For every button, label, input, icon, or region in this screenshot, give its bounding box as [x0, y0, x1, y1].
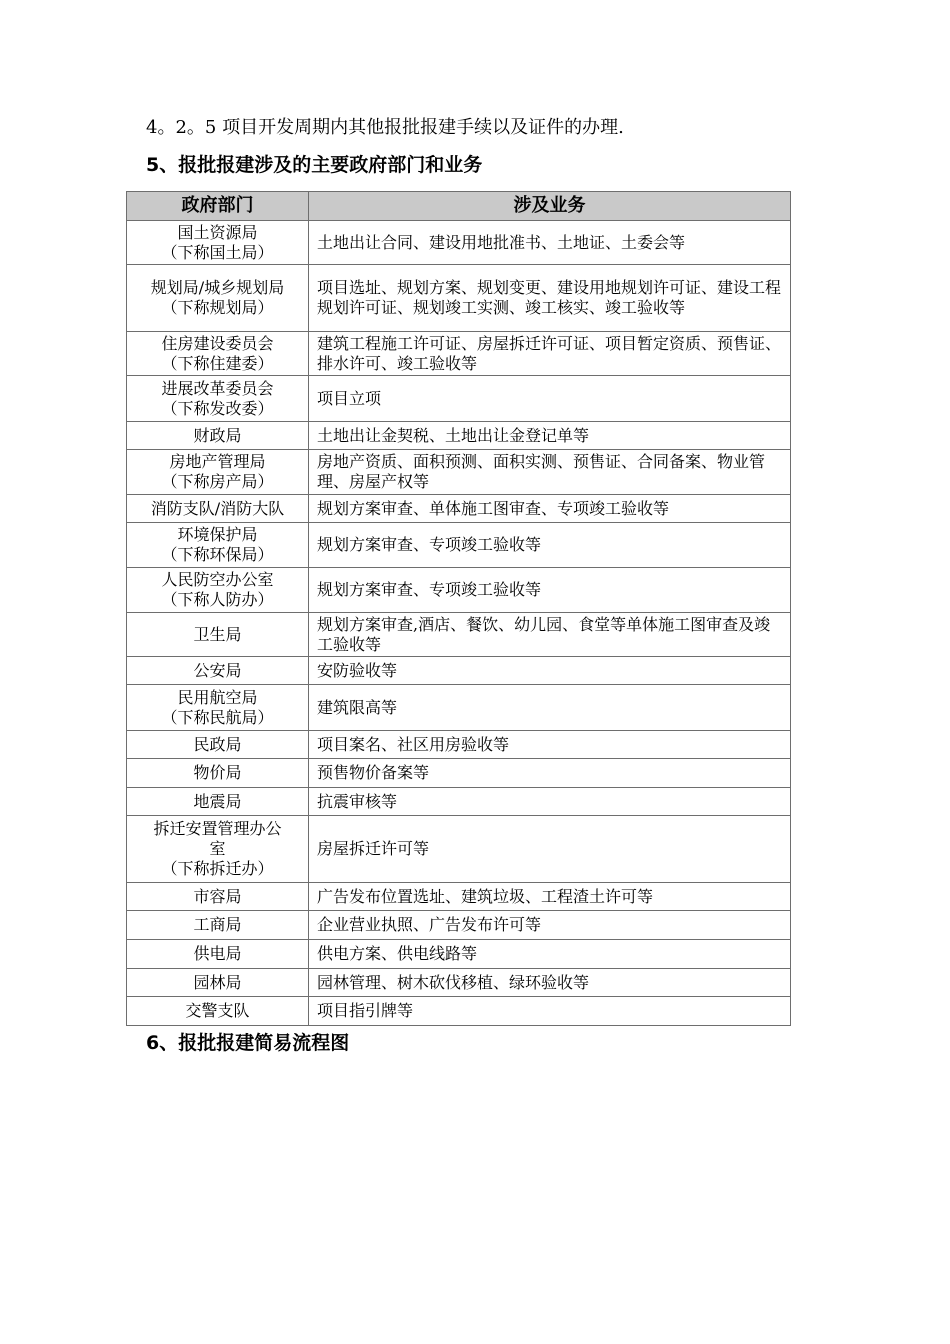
department-name-line: （下称国土局） [161, 242, 274, 262]
business-cell: 抗震审核等 [309, 788, 791, 816]
business-cell: 广告发布位置选址、建筑垃圾、工程渣土许可等 [309, 883, 791, 911]
business-cell: 项目选址、规划方案、规划变更、建设用地规划许可证、建设工程规划许可证、规划竣工实测、竣工核实、竣工验收等 [309, 265, 791, 332]
department-name-cell [127, 940, 309, 969]
table-row [127, 731, 791, 759]
department-name-cell [127, 495, 309, 523]
business-cell: 规划方案审查,酒店、餐饮、幼儿园、食堂等单体施工图审查及竣工验收等 [309, 613, 791, 657]
table-row [127, 657, 791, 685]
department-name-cell [127, 997, 309, 1026]
table-row [127, 422, 791, 450]
table-row [127, 450, 791, 495]
table-row [127, 883, 791, 911]
business-cell: 项目立项 [309, 376, 791, 422]
department-name-cell [127, 816, 309, 883]
department-name-cell [127, 731, 309, 759]
department-name-line: （下称房产局） [161, 472, 274, 491]
table-row [127, 969, 791, 997]
table-row [127, 997, 791, 1026]
department-name-cell [127, 969, 309, 997]
table-row [127, 523, 791, 568]
department-name-line: 进展改革委员会 [161, 378, 274, 398]
business-cell: 供电方案、供电线路等 [309, 940, 791, 969]
table-row [127, 221, 791, 265]
department-name-line: 消防支队/消防大队 [150, 498, 285, 518]
intro-paragraph: 4。2。5 项目开发周期内其他报批报建手续以及证件的办理. [146, 117, 624, 138]
department-name-cell [127, 265, 309, 332]
business-cell: 土地出让金契税、土地出让金登记单等 [309, 422, 791, 450]
business-cell: 预售物价备案等 [309, 759, 791, 788]
department-name-line: （下称拆迁办） [161, 859, 274, 878]
department-name-line: 卫生局 [193, 624, 242, 644]
department-name-line: 国土资源局 [177, 222, 258, 242]
department-name-cell [127, 788, 309, 816]
department-name-line: 拆迁安置管理办公 [153, 819, 282, 838]
department-name-cell [127, 685, 309, 731]
department-name-cell [127, 221, 309, 265]
table-row [127, 495, 791, 523]
table-row [127, 685, 791, 731]
table-header-row [127, 192, 791, 221]
business-cell: 项目案名、社区用房验收等 [309, 731, 791, 759]
business-cell: 规划方案审查、单体施工图审查、专项竣工验收等 [309, 495, 791, 523]
business-cell: 土地出让合同、建设用地批准书、土地证、土委会等 [309, 221, 791, 265]
table-row [127, 911, 791, 940]
business-cell: 房地产资质、面积预测、面积实测、预售证、合同备案、物业管理、房屋产权等 [309, 450, 791, 495]
section-5-heading: 5、报批报建涉及的主要政府部门和业务 [146, 154, 483, 176]
department-name-line: 市容局 [193, 886, 242, 906]
table-row [127, 613, 791, 657]
department-name-cell [127, 657, 309, 685]
department-name-cell [127, 883, 309, 911]
business-cell: 安防验收等 [309, 657, 791, 685]
business-cell: 企业营业执照、广告发布许可等 [309, 911, 791, 940]
section-6-heading: 6、报批报建简易流程图 [146, 1032, 350, 1054]
department-name-line: 人民防空办公室 [161, 570, 274, 589]
table-row [127, 376, 791, 422]
table-row [127, 332, 791, 376]
business-cell: 建筑工程施工许可证、房屋拆迁许可证、项目暂定资质、预售证、排水许可、竣工验收等 [309, 332, 791, 376]
department-name-line: 民用航空局 [177, 687, 258, 707]
table-row [127, 940, 791, 969]
department-name-line: 公安局 [193, 660, 242, 680]
business-cell: 规划方案审查、专项竣工验收等 [309, 523, 791, 568]
department-name-cell [127, 568, 309, 613]
department-name-line: 民政局 [193, 734, 242, 754]
department-name-line: 地震局 [193, 791, 242, 811]
department-name-line: （下称人防办） [161, 590, 274, 609]
department-name-line: （下称规划局） [161, 298, 274, 317]
department-name-cell [127, 759, 309, 788]
department-name-line: 园林局 [193, 972, 242, 992]
department-name-cell [127, 376, 309, 422]
department-name-cell [127, 911, 309, 940]
department-name-line: 房地产管理局 [169, 452, 266, 471]
department-name-line: 室 [209, 839, 226, 858]
department-name-line: 住房建设委员会 [161, 333, 274, 353]
department-name-cell [127, 523, 309, 568]
department-name-line: （下称发改委） [161, 398, 274, 418]
business-cell: 房屋拆迁许可等 [309, 816, 791, 883]
business-cell: 园林管理、树木砍伐移植、绿环验收等 [309, 969, 791, 997]
department-name-line: 交警支队 [185, 1001, 250, 1020]
table-row [127, 816, 791, 883]
table-row [127, 759, 791, 788]
header-business: 涉及业务 [309, 192, 791, 221]
department-name-cell [127, 450, 309, 495]
department-name-line: 工商局 [193, 915, 242, 934]
department-name-line: （下称环保局） [161, 545, 274, 564]
department-name-cell [127, 422, 309, 450]
department-name-line: 环境保护局 [177, 525, 258, 544]
business-cell: 规划方案审查、专项竣工验收等 [309, 568, 791, 613]
table-row [127, 265, 791, 332]
department-name-line: 规划局/城乡规划局 [150, 278, 285, 297]
header-department: 政府部门 [127, 192, 309, 221]
department-name-line: （下称住建委） [161, 353, 274, 373]
department-name-line: 供电局 [193, 944, 242, 963]
department-name-line: （下称民航局） [161, 707, 274, 727]
department-name-cell [127, 332, 309, 376]
business-cell: 建筑限高等 [309, 685, 791, 731]
table-row [127, 788, 791, 816]
table-row [127, 568, 791, 613]
department-table [126, 191, 791, 1026]
department-name-line: 财政局 [193, 425, 242, 445]
department-name-cell [127, 613, 309, 657]
department-name-line: 物价局 [193, 763, 242, 782]
business-cell: 项目指引牌等 [309, 997, 791, 1026]
